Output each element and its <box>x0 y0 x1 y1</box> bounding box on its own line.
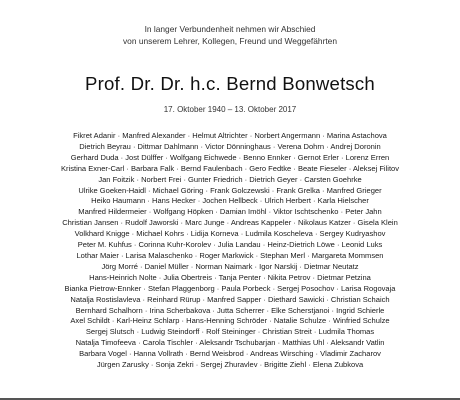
signers-line: Bianka Pietrow-Ennker · Stefan Plaggenborg · Paula Porbeck · Sergej Posochov · Larisa Rogovaja <box>64 283 396 293</box>
signers-line: Sergej Slutsch · Ludwig Steindorff · Rolf Steininger · Christian Streit · Ludmila Thomas <box>85 327 375 337</box>
signers-line: Peter M. Kuhfus · Corinna Kuhr-Korolev · Julia Landau · Heinz-Dietrich Löwe · Leonid Luks <box>77 240 383 250</box>
signers-line: Fikret Adanir · Manfred Alexander · Helmut Altrichter · Norbert Angermann · Marina Astachova <box>73 131 387 140</box>
signers-line: Manfred Hildermeier · Wolfgang Höpken · Damian Imöhl · Viktor Ischtschenko · Peter Jahn <box>78 207 382 217</box>
signers-line: Heiko Haumann · Hans Hecker · Jochen Hellbeck · Ulrich Herbert · Karla Hielscher <box>91 196 369 206</box>
signers-line: Jan Foitzik · Norbert Frei · Gunter Friedrich · Dietrich Geyer · Carsten Goehrke <box>98 174 362 184</box>
signers-line: Bernhard Schalhorn · Irina Scherbakova · Jutta Scherrer · Elke Scherstjanoi · Ingrid Schierle <box>75 305 385 315</box>
signers-line: Hans-Heinrich Nolte · Julia Obertreis · Tanja Penter · Nikita Petrov · Dietmar Petzina <box>89 272 371 282</box>
signers-line: Christian Jansen · Rudolf Jaworski · Marc Junge · Andreas Kappeler · Nikolaus Katzer · Gisela Klein <box>62 218 398 228</box>
signers-line: Kristina Exner-Carl · Barbara Falk · Bernd Faulenbach · Gero Fedtke · Beate Fieseler · Aleksej Filitov <box>60 163 400 173</box>
signers-line: Barbara Vogel · Hanna Vollrath · Bernd Weisbrod · Andreas Wirsching · Vladimir Zacharov <box>79 349 381 359</box>
signers-line: Dietrich Beyrau · Dittmar Dahlmann · Victor Dönninghaus · Verena Dohrn · Andrej Doronin <box>79 141 381 151</box>
signers-line: Lothar Maier · Larisa Malaschenko · Roger Markwick · Stephan Merl · Margareta Mommsen <box>76 250 384 260</box>
signers-line: Axel Schildt · Karl-Heinz Schlarp · Hans-Henning Schröder · Natalie Schulze · Winfried Schulze <box>70 316 390 326</box>
signers-line: Ulrike Goeken-Haidl · Michael Göring · Frank Golczewski · Frank Grelka · Manfred Grieger <box>78 185 382 195</box>
signers-line: Volkhard Knigge · Michael Kohrs · Lidija Korneva · Ludmila Koscheleva · Sergey Kudryashov <box>74 229 386 239</box>
deceased-name: Prof. Dr. Dr. h.c. Bernd Bonwetsch <box>85 73 375 94</box>
signers-line: Jörg Morré · Daniel Müller · Norman Naimark · Igor Narskij · Dietmar Neutatz <box>101 261 359 271</box>
signers-line: Natalja Rostislavleva · Reinhard Rürup · Manfred Sapper · Diethard Sawicki · Christian Schaich <box>70 294 390 304</box>
signers-line: Gerhard Duda · Jost Dülffer · Wolfgang Eichwede · Benno Ennker · Gernot Erler · Lorenz Erren <box>70 152 390 162</box>
life-dates: 17. Oktober 1940 – 13. Oktober 2017 <box>163 105 297 114</box>
intro-line-2: von unserem Lehrer, Kollegen, Freund und Weggefährten <box>122 35 337 46</box>
signers-line: Natalja Timofeeva · Carola Tischler · Aleksandr Tschubarjan · Matthias Uhl · Aleksandr Vatlin <box>75 338 385 348</box>
signers-line: Jürgen Zarusky · Sonja Zekri · Sergej Zhuravlev · Brigitte Ziehl · Elena Zubkova <box>96 360 364 370</box>
signers-list <box>0 131 460 371</box>
intro-line-1: In langer Verbundenheit nehmen wir Abschied <box>144 24 316 34</box>
intro-text <box>0 24 460 47</box>
